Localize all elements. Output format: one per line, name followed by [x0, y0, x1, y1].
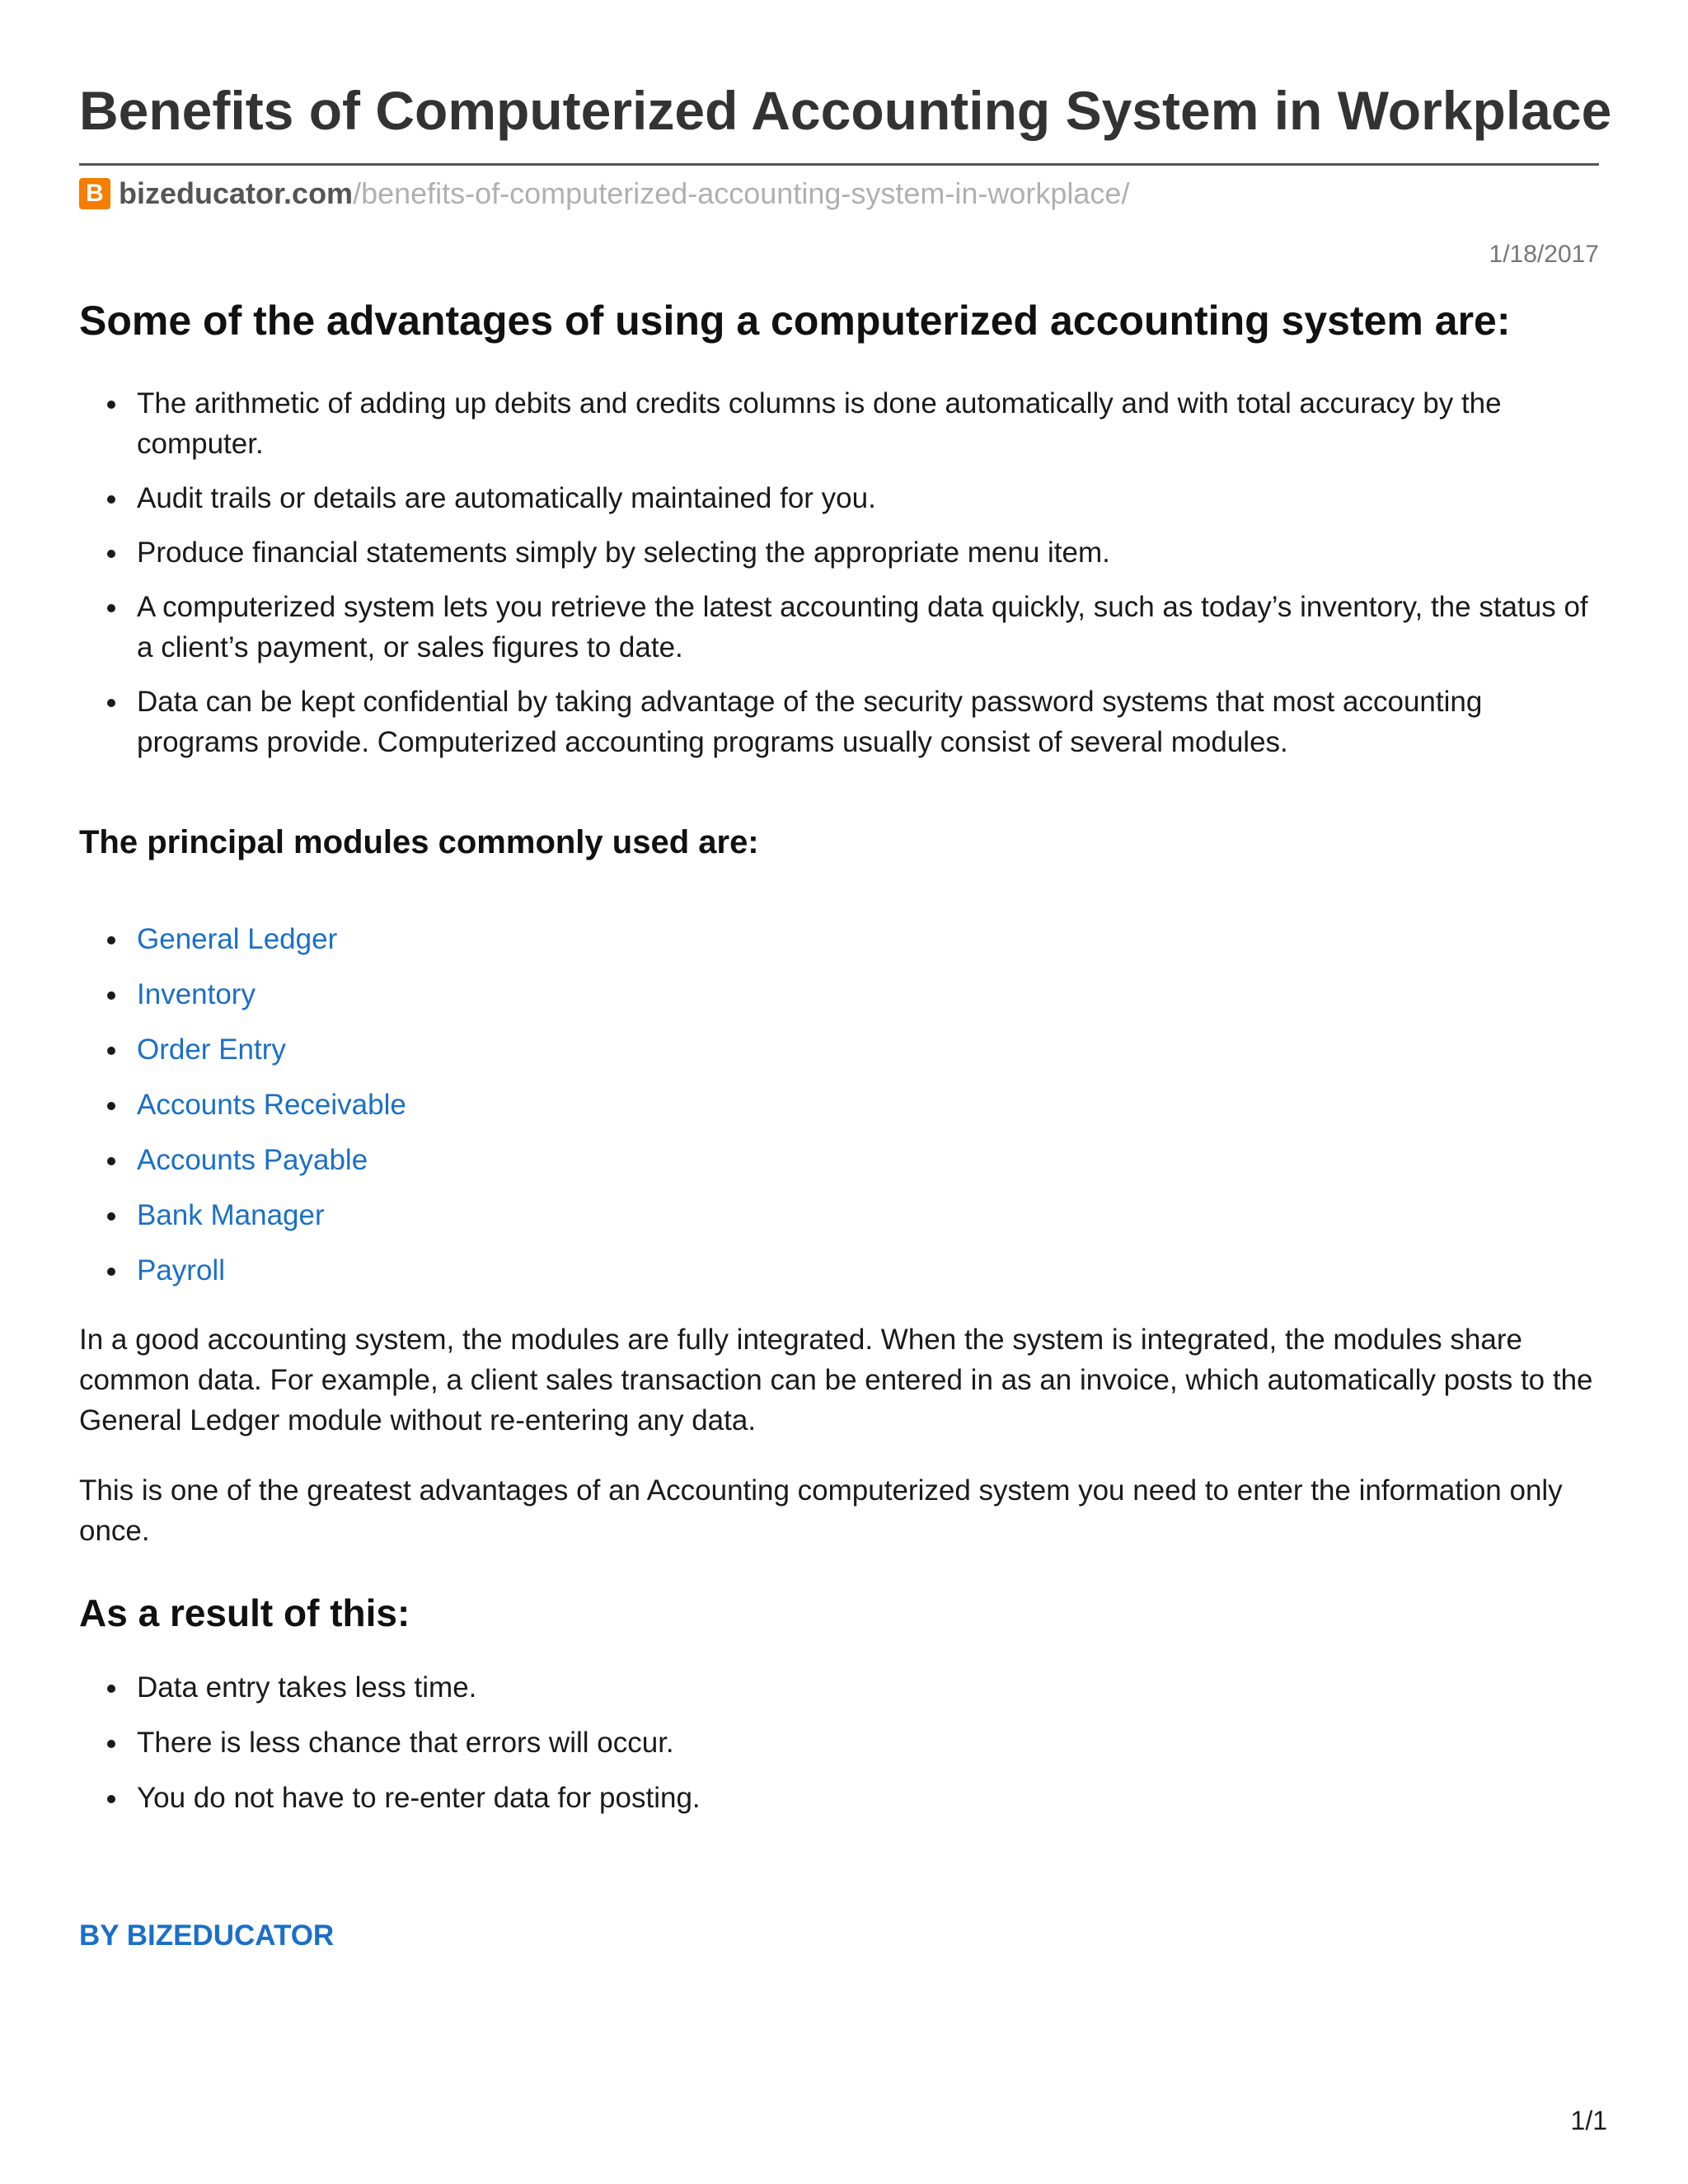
list-item: Audit trails or details are automatically maintained for you.	[79, 478, 1599, 518]
list-item	[79, 974, 1599, 1015]
list-item	[79, 1085, 1599, 1125]
module-link-inventory[interactable]: Inventory	[137, 978, 256, 1010]
list-item	[79, 1250, 1599, 1291]
source-domain: bizeducator.com	[119, 176, 354, 210]
module-link-accounts-payable[interactable]: Accounts Payable	[137, 1144, 368, 1176]
module-link-accounts-receivable[interactable]: Accounts Receivable	[137, 1089, 406, 1121]
list-item	[79, 919, 1599, 959]
publish-date: 1/18/2017	[1489, 241, 1599, 268]
modules-list	[79, 919, 1599, 1305]
blogger-icon	[79, 178, 110, 209]
page-number: 1/1	[1570, 2106, 1607, 2135]
advantages-list	[79, 383, 1599, 776]
source-url-path: /benefits-of-computerized-accounting-system-in-workplace/	[353, 176, 1130, 210]
module-link-payroll[interactable]: Payroll	[137, 1254, 225, 1286]
list-item: Data entry takes less time.	[79, 1667, 1599, 1708]
module-link-general-ledger[interactable]: General Ledger	[137, 923, 338, 955]
source-line	[79, 176, 1129, 211]
module-link-bank-manager[interactable]: Bank Manager	[137, 1199, 325, 1231]
module-link-order-entry[interactable]: Order Entry	[137, 1033, 286, 1066]
modules-heading: The principal modules commonly used are:	[79, 824, 759, 860]
list-item	[79, 1140, 1599, 1180]
blogger-icon-glyph: B	[86, 180, 104, 207]
results-list	[79, 1667, 1599, 1833]
list-item: A computerized system lets you retrieve the latest accounting data quickly, such as today’s inventory, the status of a client’s payment, or sales figures to date.	[79, 587, 1599, 668]
integration-paragraph: In a good accounting system, the modules are fully integrated. When the system is integrated, the modules share common data. For example, a client sales transaction can be entered in as an invoice, which automatically posts to the General Ledger module without re-entering any data.	[79, 1324, 1593, 1436]
list-item: The arithmetic of adding up debits and credits columns is done automatically and with total accuracy by the computer.	[79, 383, 1599, 464]
list-item	[79, 1195, 1599, 1235]
list-item: You do not have to re-enter data for posting.	[79, 1778, 1599, 1818]
results-heading: As a result of this:	[79, 1591, 410, 1634]
author-byline-link[interactable]: BY BIZEDUCATOR	[79, 1919, 335, 1952]
advantage-paragraph: This is one of the greatest advantages of an Accounting computerized system you need to enter the information only once.	[79, 1474, 1563, 1547]
list-item: Produce financial statements simply by selecting the appropriate menu item.	[79, 532, 1599, 573]
list-item: Data can be kept confidential by taking advantage of the security password systems that most accounting programs provide. Computerized accounting programs usually consist of several modules.	[79, 682, 1599, 762]
list-item: There is less chance that errors will occur.	[79, 1722, 1599, 1763]
title-divider	[79, 163, 1599, 166]
page-title: Benefits of Computerized Accounting System in Workplace	[79, 80, 1612, 141]
list-item	[79, 1029, 1599, 1070]
advantages-heading: Some of the advantages of using a computerized accounting system are:	[79, 298, 1511, 344]
